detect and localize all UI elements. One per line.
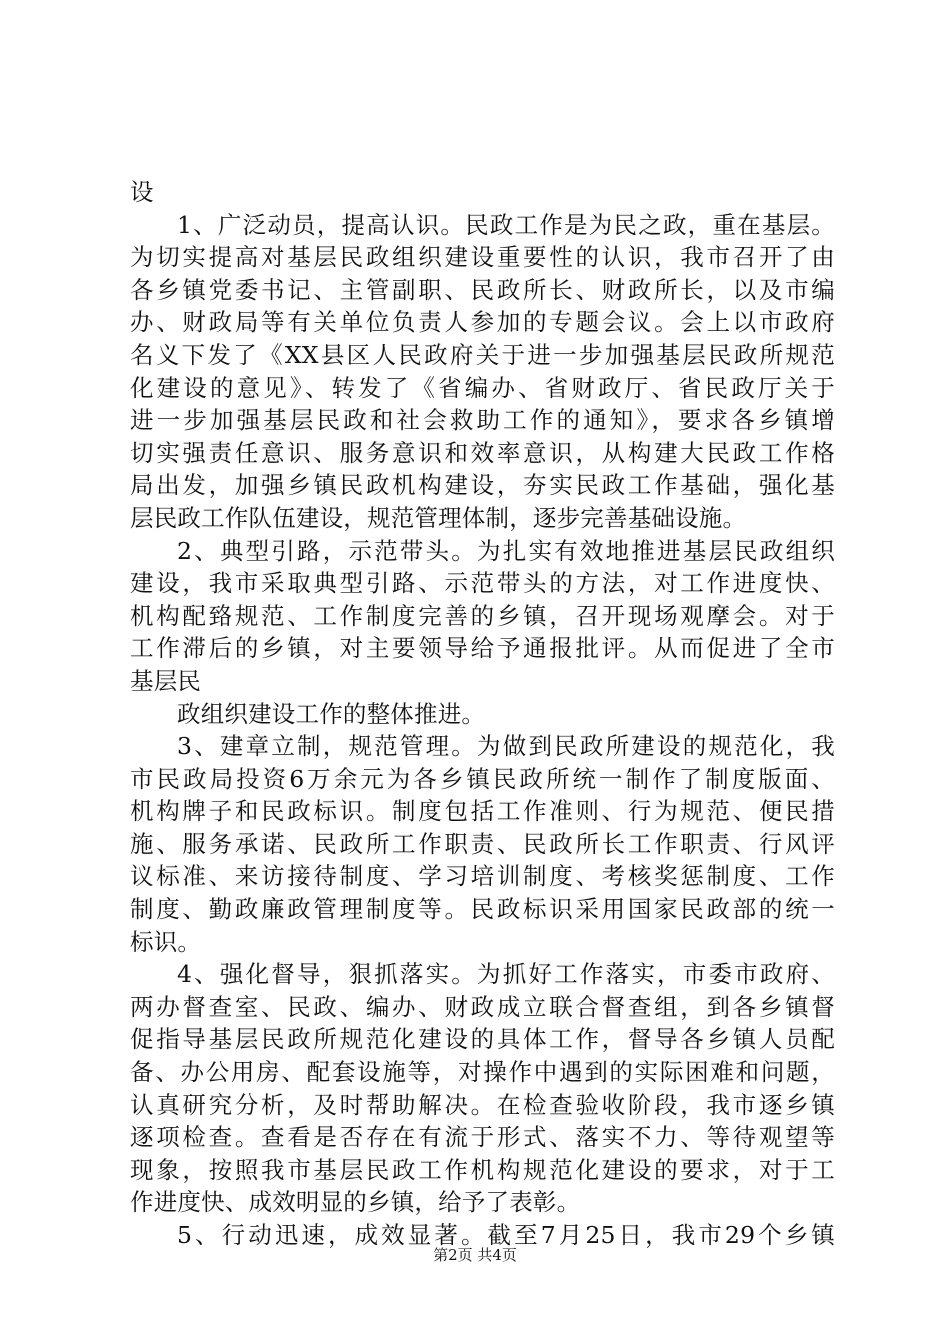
text-line: 各乡镇党委书记、主管副职、民政所长、财政所长，以及市编 <box>130 275 835 304</box>
text-line: 为切实提高对基层民政组织建设重要性的认识，我市召开了由 <box>130 243 835 272</box>
text-line: 作进度快、成效明显的乡镇，给予了表彰。 <box>130 1188 581 1217</box>
text-line: 机构配臵规范、工作制度完善的乡镇，召开现场观摩会。对于 <box>130 601 835 630</box>
text-line: 基层民 <box>130 666 202 695</box>
text-line: 办、财政局等有关单位负责人参加的专题会议。会上以市政府 <box>130 308 835 337</box>
text-line: 两办督查室、民政、编办、财政成立联合督查组，到各乡镇督 <box>130 992 835 1021</box>
text-line: 市民政局投资6万余元为各乡镇民政所统一制作了制度版面、 <box>130 764 835 793</box>
text-line: 设 <box>130 178 154 206</box>
text-line: 3、建章立制，规范管理。为做到民政所建设的规范化，我 <box>177 732 835 761</box>
text-line: 备、办公用房、配套设施等，对操作中遇到的实际困难和问题， <box>130 1058 835 1087</box>
text-line: 现象，按照我市基层民政工作机构规范化建设的要求，对于工 <box>130 1155 835 1184</box>
text-line: 切实强责任意识、服务意识和效率意识，从构建大民政工作格 <box>130 438 835 467</box>
text-line: 1、广泛动员，提高认识。民政工作是为民之政，重在基层。 <box>177 210 835 239</box>
text-line: 2、典型引路，示范带头。为扎实有效地推进基层民政组织 <box>177 536 835 565</box>
text-line: 化建设的意见》、转发了《省编办、省财政厅、省民政厅关于 <box>130 373 835 402</box>
text-line: 5、行动迅速，成效显著。截至7月25日，我市29个乡镇 <box>177 1221 835 1249</box>
document-body <box>130 176 835 1252</box>
text-line: 议标准、来访接待制度、学习培训制度、考核奖惩制度、工作 <box>130 862 835 891</box>
text-line: 名义下发了《XX县区人民政府关于进一步加强基层民政所规范 <box>130 340 835 369</box>
text-line: 工作滞后的乡镇，对主要领导给予通报批评。从而促进了全市 <box>130 634 835 663</box>
text-line: 制度、勤政廉政管理制度等。民政标识采用国家民政部的统一 <box>130 895 835 924</box>
text-line: 政组织建设工作的整体推进。 <box>177 699 486 728</box>
text-line: 逐项检查。查看是否存在有流于形式、落实不力、等待观望等 <box>130 1123 835 1152</box>
page-footer: 第2页 共4页 <box>433 1246 517 1264</box>
text-line: 施、服务承诺、民政所工作职责、民政所长工作职责、行风评 <box>130 829 835 858</box>
text-line: 标识。 <box>130 927 202 956</box>
text-line: 机构牌子和民政标识。制度包括工作准则、行为规范、便民措 <box>130 797 835 826</box>
text-line: 认真研究分析，及时帮助解决。在检查验收阶段，我市逐乡镇 <box>130 1090 835 1119</box>
text-line: 进一步加强基层民政和社会救助工作的通知》，要求各乡镇增 <box>130 406 835 435</box>
text-line: 层民政工作队伍建设，规范管理体制，逐步完善基础设施。 <box>130 503 747 532</box>
text-line: 促指导基层民政所规范化建设的具体工作，督导各乡镇人员配 <box>130 1025 835 1054</box>
text-line: 局出发，加强乡镇民政机构建设，夯实民政工作基础，强化基 <box>130 471 835 500</box>
text-line: 建设，我市采取典型引路、示范带头的方法，对工作进度快、 <box>130 569 835 598</box>
text-line: 4、强化督导，狠抓落实。为抓好工作落实，市委市政府、 <box>177 960 835 989</box>
